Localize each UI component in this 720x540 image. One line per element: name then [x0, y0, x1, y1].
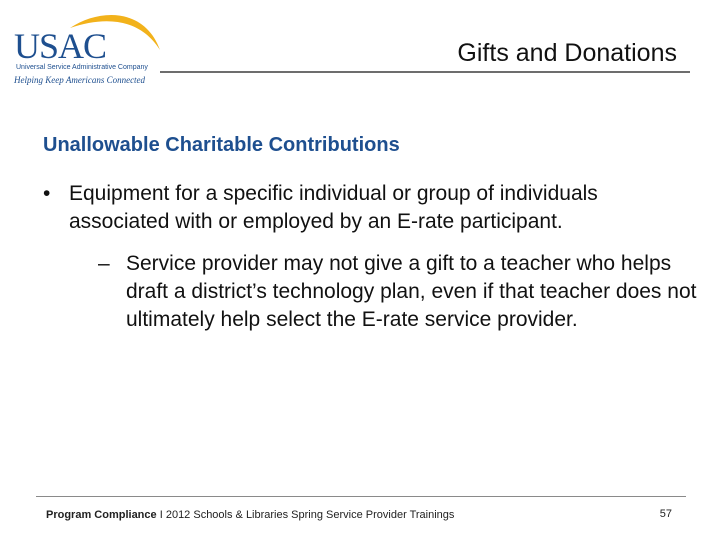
bullet-mark: • [43, 182, 51, 205]
page-number: 57 [659, 508, 672, 520]
footer-event: 2012 Schools & Libraries Spring Service Provider Trainings [165, 509, 455, 521]
logo-tagline: Helping Keep Americans Connected [14, 75, 146, 85]
slide-title: Gifts and Donations [457, 39, 677, 67]
footer-separator: I [159, 509, 163, 521]
sub-bullet-item [98, 250, 698, 334]
footer-program: Program Compliance [46, 509, 157, 521]
sub-bullet-mark: – [98, 252, 110, 275]
section-heading: Unallowable Charitable Contributions [43, 134, 400, 156]
footer-divider [36, 496, 686, 497]
usac-logo [10, 10, 170, 86]
title-divider [160, 71, 690, 73]
logo-wordmark: USAC [14, 26, 107, 66]
sub-bullet-text: Service provider may not give a gift to a teacher who helps draft a district’s technology plan, even if that teacher does not ultimately help select the E-rate service provider. [126, 252, 697, 331]
bullet-text: Equipment for a specific individual or group of individuals associated with or employed by an E-rate participant. [69, 182, 598, 233]
bullet-item [43, 180, 693, 236]
logo-subtitle: Universal Service Administrative Company [16, 64, 148, 71]
footer-text [46, 509, 454, 521]
